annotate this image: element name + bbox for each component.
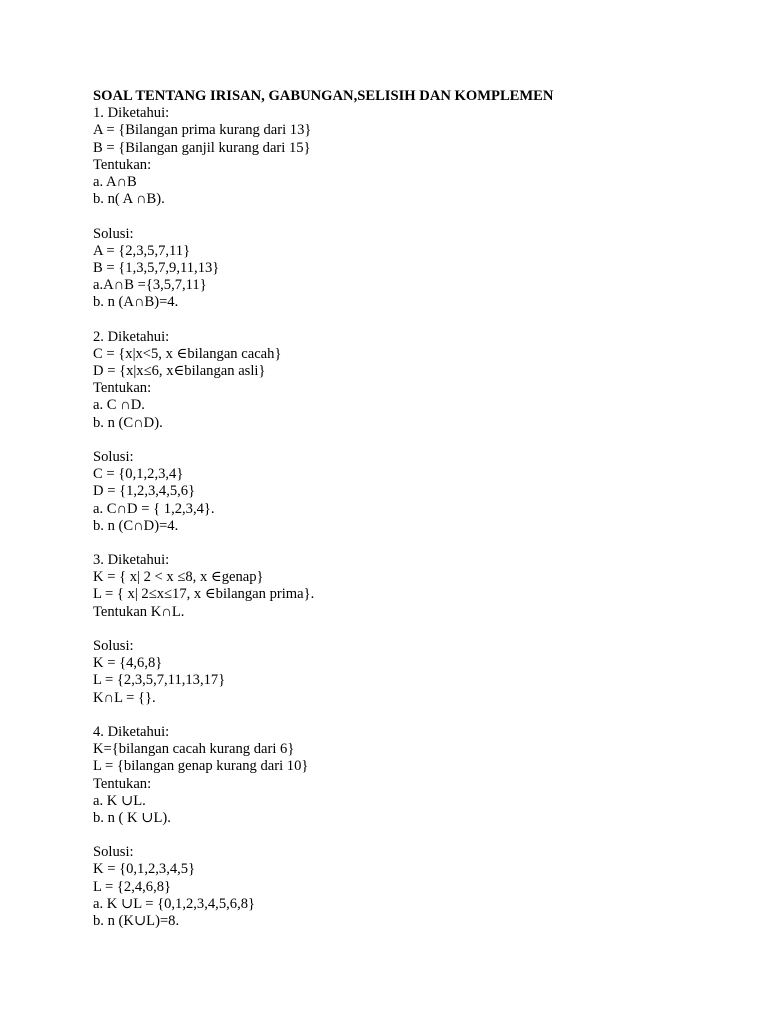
problem-line: 1. Diketahui: [93,105,170,122]
problem-line: a. K ∪L. [93,792,146,809]
problem-1 [93,105,733,311]
spacer [93,311,733,328]
problem-1-question [93,105,733,208]
solution-line: b. n (A∩B)=4. [93,294,179,311]
solution-line: K = {0,1,2,3,4,5} [93,861,196,878]
solution-line: A = {2,3,5,7,11} [93,242,191,259]
problem-line: L = {bilangan genap kurang dari 10} [93,758,309,775]
problem-line: 3. Diketahui: [93,552,170,569]
solution-line: a.A∩B ={3,5,7,11} [93,277,207,294]
solution-line: b. n (C∩D)=4. [93,517,179,534]
problem-line: C = {x|x<5, x ∈bilangan cacah} [93,345,282,362]
problem-1-solution [93,226,733,312]
spacer [93,432,733,449]
problem-3-question [93,552,733,621]
solution-line: a. C∩D = { 1,2,3,4}. [93,500,215,517]
spacer [93,827,733,844]
spacer [93,707,733,724]
problem-4 [93,724,733,930]
problem-4-question [93,724,733,827]
problem-line: D = {x|x≤6, x∈bilangan asli} [93,363,266,379]
solution-line: B = {1,3,5,7,9,11,13} [93,259,220,276]
problem-line: A = {Bilangan prima kurang dari 13} [93,122,312,139]
problem-line: 2. Diketahui: [93,328,170,345]
problem-line: Tentukan: [93,156,152,173]
problem-line: b. n( A ∩B). [93,191,165,208]
problem-line: a. A∩B [93,173,137,190]
spacer [93,621,733,638]
document-page [93,88,733,930]
problem-line: K={bilangan cacah kurang dari 6} [93,741,295,758]
solution-line: Solusi: [93,448,134,465]
problem-line: 4. Diketahui: [93,723,170,740]
solution-line: b. n (K∪L)=8. [93,913,180,929]
solution-line: L = {2,4,6,8} [93,878,172,895]
problem-line: B = {Bilangan ganjil kurang dari 15} [93,139,311,156]
spacer [93,208,733,225]
problem-line: Tentukan: [93,775,152,792]
solution-line: Solusi: [93,638,134,654]
problem-line: b. n ( K ∪L). [93,809,171,826]
problem-line: L = { x| 2≤x≤17, x ∈bilangan prima}. [93,586,315,603]
problem-2 [93,329,733,535]
solution-line: K = {4,6,8} [93,655,163,672]
solution-line: C = {0,1,2,3,4} [93,466,184,483]
problem-line: K = { x| 2 < x ≤8, x ∈genap} [93,569,264,586]
problem-line: a. C ∩D. [93,397,145,414]
solution-line: Solusi: [93,225,134,242]
solution-line: a. K ∪L = {0,1,2,3,4,5,6,8} [93,895,256,912]
problem-2-solution [93,449,733,535]
spacer [93,535,733,552]
problem-line: Tentukan K∩L. [93,603,185,620]
solution-line: K∩L = {}. [93,689,156,706]
solution-line: L = {2,3,5,7,11,13,17} [93,672,226,689]
problem-line: Tentukan: [93,380,152,397]
problem-2-question [93,329,733,432]
solution-line: Solusi: [93,844,134,861]
problem-4-solution [93,844,733,930]
problem-3 [93,552,733,707]
problem-3-solution [93,638,733,707]
problem-line: b. n (C∩D). [93,414,163,431]
solution-line: D = {1,2,3,4,5,6} [93,483,196,500]
document-title: SOAL TENTANG IRISAN, GABUNGAN,SELISIH DAN KOMPLEMEN [93,88,554,104]
